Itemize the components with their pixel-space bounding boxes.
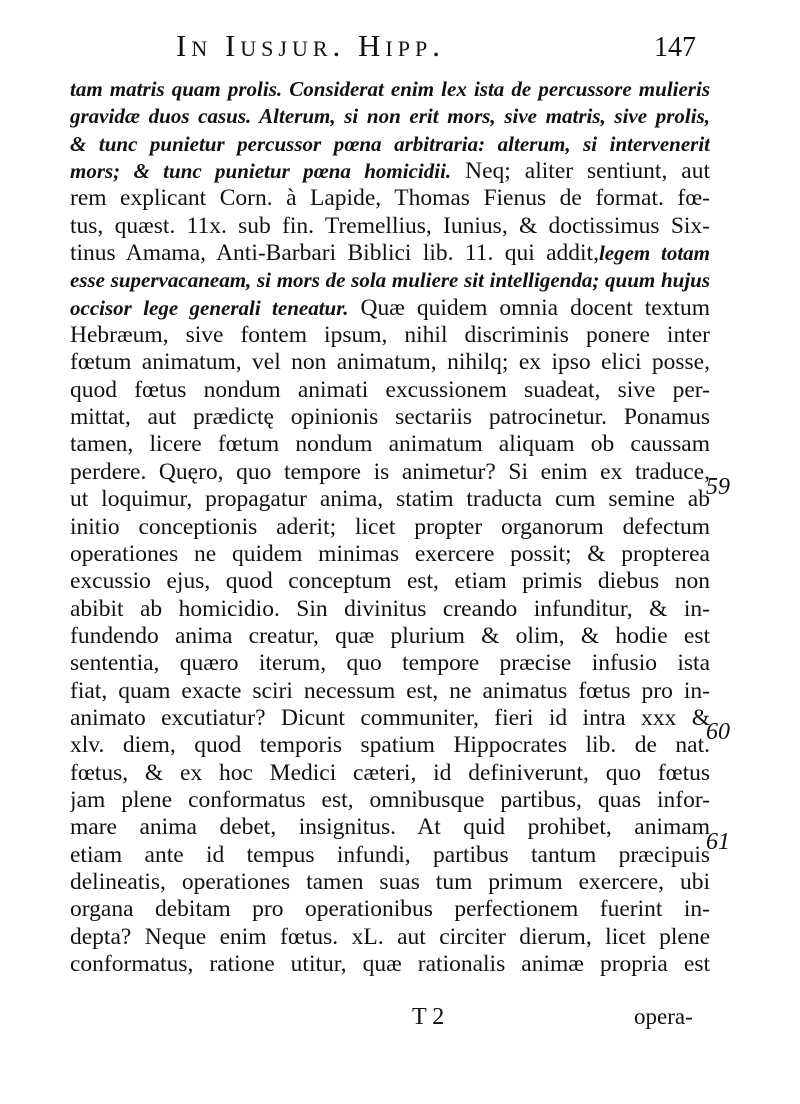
text-line: tam matris quam prolis. Considerat enim lex ista de percussore mulieris bbox=[70, 77, 710, 101]
margin-note-59: 59 bbox=[706, 474, 730, 500]
running-head: In Iusjur. Hipp. bbox=[176, 28, 445, 63]
text-line: initio conceptionis aderit; licet propter organorum defectum bbox=[70, 513, 710, 540]
text-line bbox=[70, 295, 710, 322]
text-line: delineatis, operationes tamen suas tum primum exercere, ubi bbox=[70, 868, 710, 895]
text-line: fœtus, & ex hoc Medici cæteri, id definiverunt, quo fœtus bbox=[70, 759, 710, 786]
text-line: ut loquimur, propagatur anima, statim traducta cum semine ab bbox=[70, 486, 710, 513]
text-line: fœtum animatum, vel non animatum, nihilq; ex ipso elici posse, bbox=[70, 349, 710, 376]
text-line: sententia, quæro iterum, quo tempore præcise infusio ista bbox=[70, 650, 710, 677]
text-line: Hebræum, sive fontem ipsum, nihil discriminis ponere inter bbox=[70, 322, 710, 349]
signature-mark: T 2 bbox=[412, 1004, 445, 1030]
text-line: mare anima debet, insignitus. At quid prohibet, animam bbox=[70, 814, 710, 841]
italic-segment: legem totam bbox=[598, 241, 710, 266]
text-line: conformatus, ratione utitur, quæ rationalis animæ propria est bbox=[70, 951, 710, 977]
text-line: fiat, quam exacte sciri necessum est, ne animatus fœtus pro in- bbox=[70, 677, 710, 704]
text-line: mittat, aut prædictę opinionis sectariis patrocinetur. Ponamus bbox=[70, 404, 710, 431]
text-line: abibit ab homicidio. Sin divinitus creando infunditur, & in- bbox=[70, 595, 710, 622]
text-line: fundendo anima creatur, quæ plurium & olim, & hodie est bbox=[70, 622, 710, 649]
text-line: tamen, licere fœtum nondum animatum aliquam ob caussam bbox=[70, 431, 710, 458]
roman-segment: Quæ quidem omnia docent textum bbox=[348, 294, 710, 321]
text-line: rem explicant Corn. à Lapide, Thomas Fienus de format. fœ- bbox=[70, 185, 710, 212]
text-line: organa debitam pro operationibus perfectionem fuerint in- bbox=[70, 896, 710, 923]
roman-segment: tinus Amama, Anti-Barbari Biblici lib. 11. qui addit, bbox=[70, 240, 599, 267]
text-line: tus, quæst. 11x. sub fin. Tremellius, Iunius, & doctissimus Six- bbox=[70, 212, 710, 239]
text-line bbox=[70, 240, 710, 267]
text-line: quod fœtus nondum animati excussionem suadeat, sive per- bbox=[70, 376, 710, 403]
text-line: xlv. diem, quod temporis spatium Hippocrates lib. de nat. bbox=[70, 732, 710, 759]
roman-segment: Neq; aliter sentiunt, aut bbox=[451, 158, 710, 185]
text-line: excussio ejus, quod conceptum est, etiam primis diebus non bbox=[70, 568, 710, 595]
catchword: opera- bbox=[634, 1004, 693, 1029]
text-line: animato excutiatur? Dicunt communiter, fieri id intra xxx & bbox=[70, 704, 710, 731]
text-line: gravidæ duos casus. Alterum, si non erit mors, sive matris, sive prolis, bbox=[70, 104, 710, 129]
text-line: & tunc punietur percussor pœna arbitraria: alterum, si intervenerit bbox=[70, 131, 710, 156]
text-line: operationes ne quidem minimas exercere possit; & propterea bbox=[70, 540, 710, 567]
text-line: depta? Neque enim fœtus. xL. aut circiter dierum, licet plene bbox=[70, 923, 710, 950]
italic-segment: mors; & tunc punietur pœna homicidii. bbox=[70, 159, 452, 184]
page-number: 147 bbox=[654, 32, 696, 63]
margin-note-61: 61 bbox=[706, 829, 730, 855]
text-line: esse supervacaneam, si mors de sola muliere sit intelligenda; quum hujus bbox=[70, 268, 710, 293]
text-line: jam plene conformatus est, omnibusque partibus, quas infor- bbox=[70, 786, 710, 813]
text-line: etiam ante id tempus infundi, partibus tantum præcipuis bbox=[70, 841, 710, 868]
margin-note-60: 60 bbox=[706, 719, 730, 745]
page-header bbox=[176, 28, 696, 72]
italic-segment: occisor lege generali teneatur. bbox=[70, 295, 349, 320]
text-body bbox=[70, 76, 710, 978]
text-line: perdere. Quęro, quo tempore is animetur? Si enim ex traduce, bbox=[70, 458, 710, 485]
text-line bbox=[70, 158, 710, 185]
